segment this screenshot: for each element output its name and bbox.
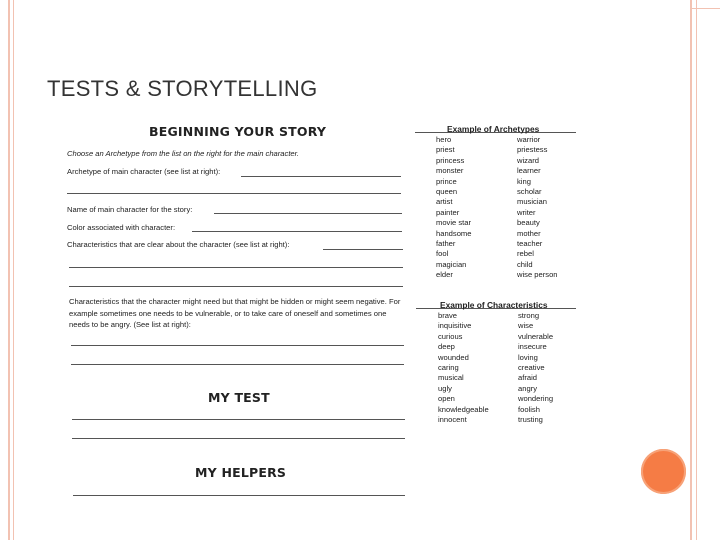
orange-circle-icon bbox=[641, 449, 686, 494]
archetype-item: hero bbox=[436, 135, 452, 144]
characteristic-item: foolish bbox=[518, 404, 540, 414]
field-clear-line-2[interactable] bbox=[69, 267, 403, 268]
characteristic-item: trusting bbox=[518, 415, 543, 425]
field-hidden-paragraph: Characteristics that the character might need but that might be hidden or might seem negative. For example sometimes one needs to be vulnerable, or to take care of oneself and sometimes one needs to be angry. (See list at right): bbox=[69, 297, 401, 329]
archetype-item: movie star bbox=[436, 218, 472, 228]
archetype-item: child bbox=[517, 259, 533, 269]
archetype-item: prince bbox=[436, 176, 457, 186]
archetype-item: princess bbox=[436, 155, 465, 165]
archetype-item: warrior bbox=[517, 135, 541, 144]
archetype-item: teacher bbox=[517, 239, 543, 249]
archetype-item: learner bbox=[517, 166, 541, 176]
archetype-item: priest bbox=[436, 145, 455, 155]
archetype-item: rebel bbox=[517, 249, 534, 259]
characteristic-item: vulnerable bbox=[518, 331, 554, 341]
characteristic-item: angry bbox=[518, 383, 537, 393]
field-archetype-label: Archetype of main character (see list at right): bbox=[67, 167, 221, 176]
frame-line-left bbox=[8, 0, 10, 540]
archetype-item: musician bbox=[517, 197, 547, 207]
field-archetype-line[interactable] bbox=[241, 176, 401, 177]
my-helpers-heading: MY HELPERS bbox=[195, 465, 287, 480]
archetype-item: elder bbox=[436, 270, 453, 280]
characteristic-item: innocent bbox=[438, 415, 467, 425]
characteristic-item: musical bbox=[438, 373, 464, 383]
archetype-item: king bbox=[517, 176, 531, 186]
archetype-item: artist bbox=[436, 197, 453, 207]
frame-line-top-right bbox=[690, 8, 720, 9]
my-test-line[interactable] bbox=[72, 419, 405, 420]
characteristic-item: wounded bbox=[438, 352, 469, 362]
archetypes-col-2 bbox=[517, 135, 558, 281]
field-name-label: Name of main character for the story: bbox=[67, 205, 193, 214]
archetype-item: mother bbox=[517, 228, 541, 238]
characteristic-item: curious bbox=[438, 331, 463, 341]
characteristic-item: strong bbox=[518, 311, 540, 320]
characteristics-col-2 bbox=[518, 311, 553, 425]
characteristic-item: wondering bbox=[518, 394, 554, 404]
field-clear-line-3[interactable] bbox=[69, 286, 403, 287]
archetype-item: scholar bbox=[517, 187, 542, 197]
characteristic-item: ugly bbox=[438, 383, 452, 393]
archetype-item: writer bbox=[517, 207, 536, 217]
worksheet-heading: BEGINNING YOUR STORY bbox=[149, 124, 327, 139]
archetype-item: beauty bbox=[517, 218, 540, 228]
field-color-line[interactable] bbox=[192, 231, 402, 232]
frame-line-right-inner bbox=[696, 0, 697, 540]
frame-line-right bbox=[690, 0, 692, 540]
archetypes-title: Example of Archetypes bbox=[447, 124, 540, 134]
archetype-item: magician bbox=[436, 259, 467, 269]
characteristic-item: brave bbox=[438, 311, 457, 320]
field-color-label: Color associated with character: bbox=[67, 223, 176, 232]
slide-title: TESTS & STORYTELLING bbox=[47, 76, 318, 101]
characteristic-item: afraid bbox=[518, 373, 537, 383]
characteristic-item: wise bbox=[518, 321, 534, 331]
field-clear-label: Characteristics that are clear about the character (see list at right): bbox=[67, 240, 290, 249]
worksheet-image bbox=[60, 118, 590, 508]
my-test-line-2[interactable] bbox=[72, 438, 405, 439]
archetype-item: handsome bbox=[436, 228, 472, 238]
field-hidden-line[interactable] bbox=[71, 345, 404, 346]
archetype-item: fool bbox=[436, 249, 449, 259]
field-clear-line[interactable] bbox=[323, 249, 403, 250]
characteristics-title: Example of Characteristics bbox=[440, 300, 548, 310]
field-name-line[interactable] bbox=[214, 213, 402, 214]
archetypes-col-1 bbox=[436, 135, 471, 281]
archetype-item: wizard bbox=[517, 155, 539, 165]
archetype-item: priestess bbox=[517, 145, 548, 155]
characteristic-item: open bbox=[438, 394, 455, 404]
frame-line-left-inner bbox=[13, 0, 14, 540]
characteristic-item: knowledgeable bbox=[438, 404, 489, 414]
archetype-item: painter bbox=[436, 207, 460, 217]
characteristic-item: loving bbox=[518, 352, 538, 362]
field-hidden-line-2[interactable] bbox=[71, 364, 404, 365]
characteristics-col-1 bbox=[438, 311, 489, 425]
my-helpers-line[interactable] bbox=[73, 495, 405, 496]
characteristic-item: creative bbox=[518, 363, 545, 373]
field-archetype-line-2[interactable] bbox=[67, 193, 401, 194]
characteristic-item: deep bbox=[438, 342, 455, 352]
characteristic-item: insecure bbox=[518, 342, 547, 352]
my-test-heading: MY TEST bbox=[208, 390, 270, 405]
worksheet-instruction: Choose an Archetype from the list on the right for the main character. bbox=[67, 149, 300, 158]
archetype-item: queen bbox=[436, 187, 458, 197]
archetype-item: father bbox=[436, 239, 456, 249]
archetype-item: wise person bbox=[517, 270, 558, 280]
characteristic-item: inquisitive bbox=[438, 321, 472, 331]
characteristic-item: caring bbox=[438, 363, 459, 373]
archetype-item: monster bbox=[436, 166, 464, 176]
